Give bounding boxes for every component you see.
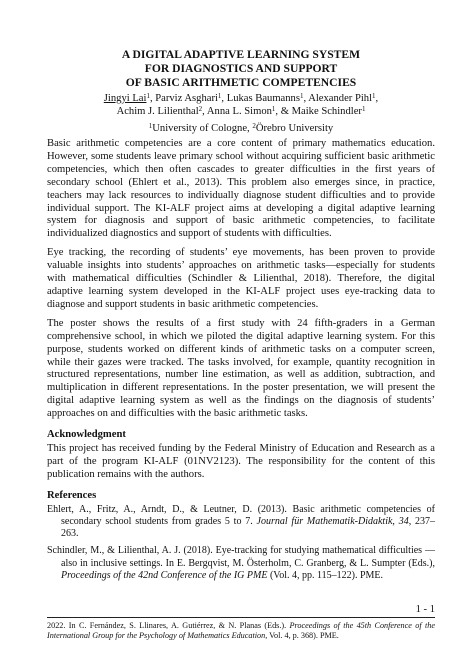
author-affiliation-marker: 1 (372, 92, 376, 100)
reference-text: Schindler, M., & Lilienthal, A. J. (2018). Eye-tracking for studying mathematical difficulties — also in inclusive settings. In E. Bergqvist, M. Österholm, C. Granberg, & L. Sumpter (Eds.), (47, 545, 435, 569)
author-affiliation-marker: 1 (299, 92, 304, 100)
author-name: Achim J. Lilienthal (116, 106, 199, 117)
author-list (47, 92, 435, 118)
acknowledgment-heading: Acknowledgment (47, 429, 126, 441)
footer-text: 2022. In C. Fernández, S. Llinares, A. Gutiérrez, & N. Planas (Eds.). (47, 621, 290, 630)
affiliation-marker: 1 (148, 122, 153, 130)
affiliations (47, 122, 435, 135)
affiliation-marker: 2 (252, 122, 256, 130)
acknowledgment-text: This project has received funding by the Federal Ministry of Education and Research as a part of the program KI-ALF (01NV2123). The responsibility for the content of this publication remains with the authors. (47, 443, 435, 480)
author-affiliation-marker: 2 (198, 105, 203, 113)
body-paragraph: Eye tracking, the recording of students’ eye movements, has been proven to provide valuable insights into students’ approaches on arithmetic tasks—especially for students with mathematical difficulties (Schindler & Lilienthal, 2018). Therefore, the digital adaptive learning system developed in the KI-ALF project uses eye-tracking data to diagnose and support students in basic arithmetic competencies. (47, 247, 435, 310)
title-line-2: FOR DIAGNOSTICS AND SUPPORT (144, 62, 338, 75)
author-name: Anna L. Simon (206, 106, 272, 117)
reference-text: (Vol. 4, pp. 115–122). PME. (267, 569, 383, 581)
footer-citation (47, 621, 435, 641)
author-separator: , (303, 93, 309, 104)
footer-text: , Vol. 4, p. 368). PME. (265, 631, 339, 640)
author-name: Jingyi Lai (103, 93, 147, 104)
reference-journal: Journal für Mathematik-Didaktik (256, 515, 393, 527)
author-name: Alexander Pihl (308, 93, 373, 104)
reference-text: , 237–263. (61, 515, 436, 540)
reference-item (47, 545, 435, 582)
author-separator: , (375, 93, 379, 104)
references-heading: References (47, 489, 97, 501)
reference-item (47, 504, 435, 541)
footer-divider (47, 617, 435, 618)
author-affiliation-marker: 1 (361, 105, 366, 113)
affiliation-2: Örebro University (255, 123, 334, 134)
body-paragraph: The poster shows the results of a first study with 24 fifth-graders in a German comprehensive school, in which we piloted the digital adaptive learning system. For this purpose, students worked on different kinds of arithmetic tasks on a computer screen, while their gazes were tracked. The tasks involved, for example, quantity recognition in structured representations, number line estimation, as well as addition, subtraction, and multiplication in different representations. In the poster presentation, we will present the digital adaptive learning system as well as the findings on the diagnosis of students’ approaches on and difficulties with the basic arithmetic tasks. (47, 317, 435, 420)
footer-proceedings: Proceedings of the 45th Conference of the International Group for the Psychology of Mathematics Education (47, 621, 435, 640)
paper-page (47, 48, 435, 587)
title-line-3: OF BASIC ARITHMETIC COMPETENCIES (125, 76, 357, 89)
author-name: Maike Schindler (291, 106, 362, 117)
author-affiliation-marker: 1 (217, 92, 222, 100)
body-paragraph: Basic arithmetic competencies are a core content of primary mathematics education. However, some students leave primary school without acquiring sufficient basic arithmetic competencies, which then often cascades to greater difficulties in the first years of secondary school (Ehlert et al., 2013). This problem also emerges since, in practice, teachers may lack resources to individually diagnose student difficulties and to provide individual support. The KI-ALF project aims at developing a digital adaptive learning system for diagnosis and support of basic arithmetic competencies, to facilitate individualized diagnostics and support of students with difficulties. (47, 138, 435, 240)
reference-proceedings: Proceedings of the 42nd Conference of the IG PME (61, 569, 268, 581)
author-name: Lukas Baumanns (226, 93, 300, 104)
reference-text: , (392, 515, 399, 527)
title-line-1: A DIGITAL ADAPTIVE LEARNING SYSTEM (121, 48, 361, 61)
author-separator: , (202, 106, 207, 117)
author-separator: , (149, 93, 156, 104)
author-separator: , (221, 93, 227, 104)
reference-text: Ehlert, A., Fritz, A., Arndt, D., & Leutner, D. (2013). Basic arithmetic competencies of secondary school students from grades 5 to 7. (47, 503, 435, 527)
paper-title (47, 48, 435, 90)
author-separator: , & (275, 106, 292, 117)
author-affiliation-marker: 1 (271, 105, 276, 113)
reference-volume: 34 (398, 515, 409, 527)
affiliation-1: University of Cologne, (152, 123, 253, 134)
author-name: Parviz Asghari (155, 93, 218, 104)
author-affiliation-marker: 1 (146, 92, 150, 100)
page-number: 1 - 1 (415, 604, 435, 615)
